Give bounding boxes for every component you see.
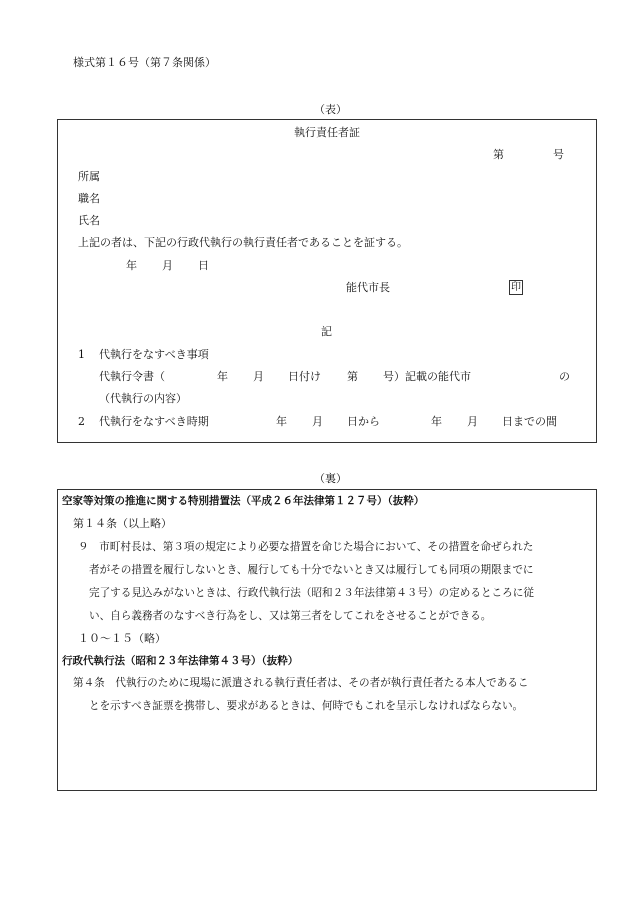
item2-d: 年 bbox=[431, 415, 442, 428]
item1-line1-a: 代執行令書（ bbox=[99, 370, 165, 383]
front-heading: （表） bbox=[314, 103, 347, 116]
issuer: 能代市長 bbox=[346, 281, 390, 294]
para9-line4: い、自ら義務者のなすべき行為をし、又は第三者をしてこれをさせることができる。 bbox=[89, 610, 492, 622]
law2-title: 行政代執行法（昭和２３年法律第４３号）（抜粋） bbox=[62, 655, 299, 667]
article4-line2: とを示すべき証票を携帯し、要求があるときは、何時でもこれを呈示しなければならない。 bbox=[89, 700, 524, 712]
ki-marker: 記 bbox=[321, 325, 332, 338]
item1-line1-c: 月 bbox=[253, 370, 264, 383]
number-prefix: 第 bbox=[493, 148, 504, 161]
certificate-title: 執行責任者証 bbox=[294, 126, 360, 139]
field-name: 氏名 bbox=[78, 214, 100, 227]
item2-f: 日までの間 bbox=[502, 415, 557, 428]
date-day: 日 bbox=[198, 259, 209, 272]
seal-mark: 印 bbox=[511, 282, 521, 293]
field-affiliation: 所属 bbox=[78, 170, 100, 183]
law1-title: 空家等対策の推進に関する特別措置法（平成２６年法律第１２７号）（抜粋） bbox=[62, 495, 425, 507]
article14: 第１４条（以上略） bbox=[73, 517, 172, 530]
para10-15: １０～１５（略） bbox=[78, 632, 166, 645]
item1-line2: （代執行の内容） bbox=[99, 392, 187, 405]
article4-line1: 第４条 代執行のために現場に派遣される執行責任者は、その者が執行責任者たる本人であるこ bbox=[73, 677, 529, 689]
item1-line1-d: 日付け bbox=[288, 370, 321, 383]
item1-line1-g: の bbox=[559, 370, 570, 383]
item1-number: 1 bbox=[78, 348, 85, 361]
para9-line1: ９ 市町村長は、第３項の規定により必要な措置を命じた場合において、その措置を命ぜられた bbox=[78, 541, 534, 553]
item2-c: 日から bbox=[347, 415, 380, 428]
item1-line1-f: 号）記載の能代市 bbox=[383, 370, 471, 383]
number-suffix: 号 bbox=[553, 148, 564, 161]
para9-line3: 完了する見込みがないときは、行政代執行法（昭和２３年法律第４３号）の定めるところに従 bbox=[89, 587, 534, 599]
para9-line2: 者がその措置を履行しないとき、履行しても十分でないとき又は履行しても同項の期限までに bbox=[89, 564, 534, 576]
item2-b: 月 bbox=[312, 415, 323, 428]
back-heading: （裏） bbox=[314, 472, 347, 485]
item1-label: 代執行をなすべき事項 bbox=[99, 348, 209, 361]
item2-number: 2 bbox=[78, 415, 85, 428]
date-month: 月 bbox=[162, 259, 173, 272]
item2-e: 月 bbox=[467, 415, 478, 428]
form-label: 様式第１６号（第７条関係） bbox=[73, 56, 216, 69]
item1-line1-e: 第 bbox=[347, 370, 358, 383]
item2-label: 代執行をなすべき時期 bbox=[99, 415, 209, 428]
statement: 上記の者は、下記の行政代執行の執行責任者であることを証する。 bbox=[78, 236, 408, 249]
field-position: 職名 bbox=[78, 192, 100, 205]
item1-line1-b: 年 bbox=[217, 370, 228, 383]
date-year: 年 bbox=[126, 259, 137, 272]
item2-a: 年 bbox=[276, 415, 287, 428]
